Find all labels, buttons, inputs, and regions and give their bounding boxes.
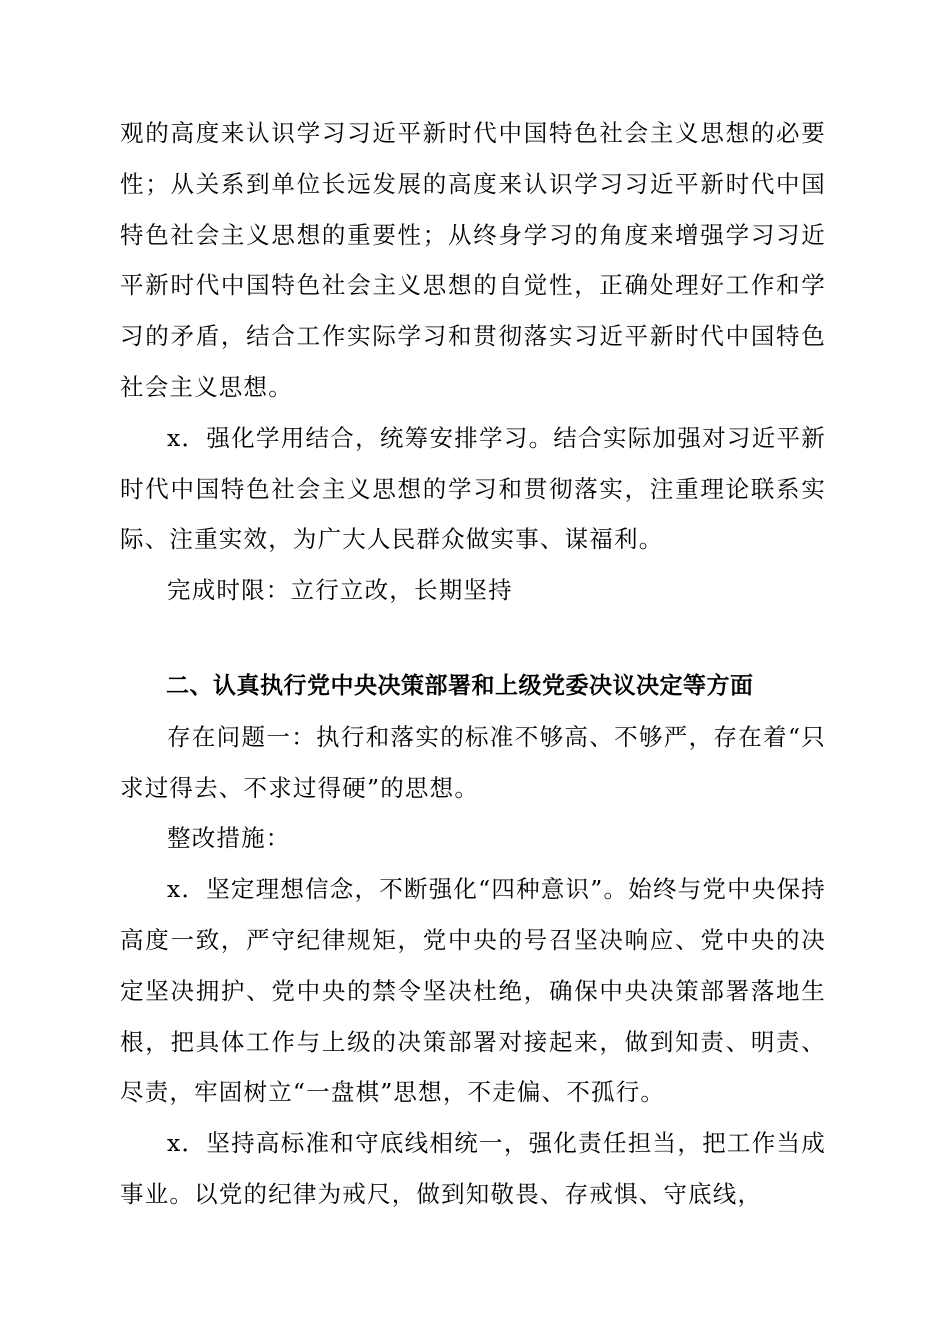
paragraph-problem-one: 存在问题一：执行和落实的标准不够高、不够严，存在着“只求过得去、不求过得硬”的思想。 [120, 722, 826, 802]
paragraph-measure-belief: x．坚定理想信念，不断强化“四种意识”。始终与党中央保持高度一致，严守纪律规矩，党中央的号召坚决响应、党中央的决定坚决拥护、党中央的禁令坚决杜绝，确保中央决策部署落地生根，把具体工作与上级的决策部署对接起来，做到知责、明责、尽责，牢固树立“一盘棋”思想，不走偏、不孤行。 [120, 875, 826, 1107]
document-body [120, 108, 826, 1220]
paragraph-continued: 观的高度来认识学习习近平新时代中国特色社会主义思想的必要性；从关系到单位长远发展的高度来认识学习习近平新时代中国特色社会主义思想的重要性；从终身学习的角度来增强学习习近平新时代中国特色社会主义思想的自觉性，正确处理好工作和学习的矛盾，结合工作实际学习和贯彻落实习近平新时代中国特色社会主义思想。 [120, 119, 826, 401]
section-heading: 二、认真执行党中央决策部署和上级党委决议决定等方面 [166, 672, 754, 699]
paragraph-deadline: 完成时限：立行立改，长期坚持 [167, 576, 513, 605]
paragraph-measure-study: x．强化学用结合，统筹安排学习。结合实际加强对习近平新时代中国特色社会主义思想的学习和贯彻落实，注重理论联系实际、注重实效，为广大人民群众做实事、谋福利。 [120, 423, 826, 554]
paragraph-measures-label: 整改措施： [167, 824, 291, 853]
section-spacer [120, 616, 826, 661]
paragraph-measure-standard: x．坚持高标准和守底线相统一，强化责任担当，把工作当成事业。以党的纪律为戒尺，做到知敬畏、存戒惧、守底线， [120, 1129, 826, 1208]
